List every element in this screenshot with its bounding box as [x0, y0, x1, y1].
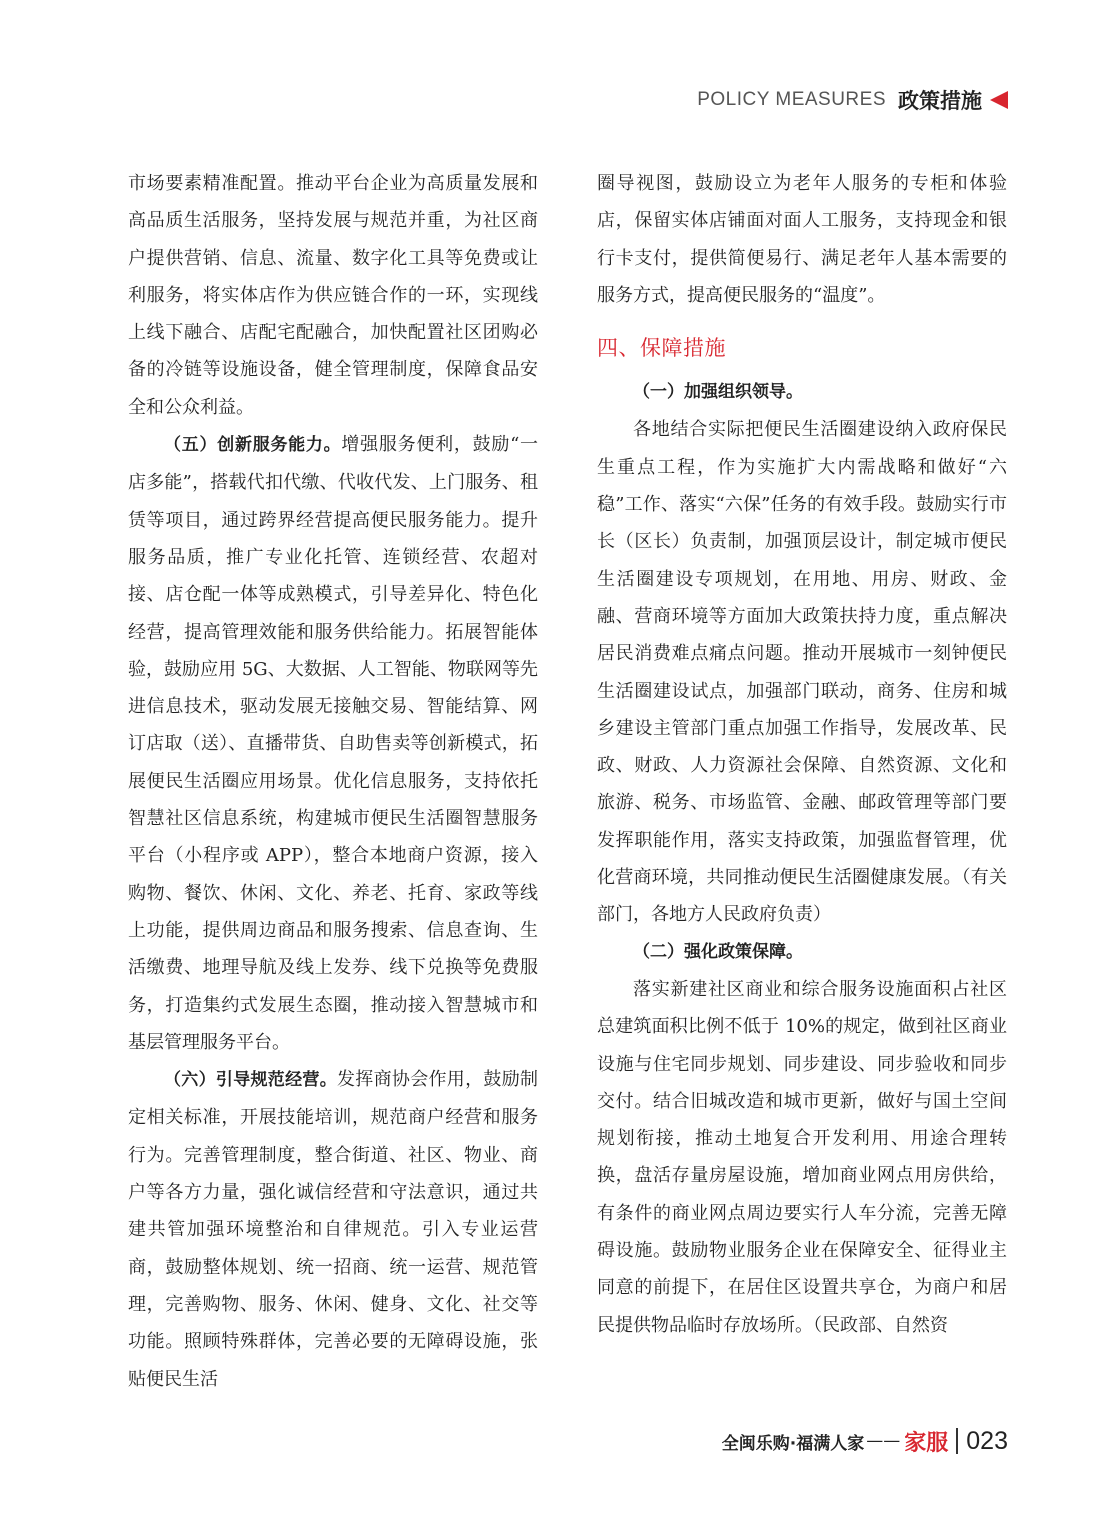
paragraph: [128, 426, 538, 1061]
paragraph: 市场要素精准配置。推动平台企业为高质量发展和高品质生活服务，坚持发展与规范并重，为社区商户提供营销、信息、流量、数字化工具等免费或让利服务，将实体店作为供应链合作的一环，实现线上线下融合、店配宅配融合，加快配置社区团购必备的冷链等设施设备，健全管理制度，保障食品安全和公众利益。: [128, 173, 538, 418]
page-footer: [722, 1424, 1008, 1458]
page-header: [697, 86, 1008, 114]
right-column: [597, 165, 1007, 1344]
section-heading: 四、保障措施: [597, 336, 726, 361]
left-triangle-icon: [990, 91, 1008, 109]
left-column: [128, 165, 538, 1398]
paragraph-lead: （六）引导规范经营。: [164, 1070, 337, 1091]
paragraph: 落实新建社区商业和综合服务设施面积占社区总建筑面积比例不低于 10%的规定，做到社区商业设施与住宅同步规划、同步建设、同步验收和同步交付。结合旧城改造和城市更新，做好与国土空间规划衔接，推动土地复合开发利用、用途合理转换，盘活存量房屋设施，增加商业网点用房供给，有条件的商业网点周边要实行人车分流，完善无障碍设施。鼓励物业服务企业在保障安全、征得业主同意的前提下，在居住区设置共享仓，为商户和居民提供物品临时存放场所。（民政部、自然资: [597, 978, 1007, 1336]
page-number: 023: [966, 1426, 1008, 1455]
header-title-cn: 政策措施: [898, 89, 982, 113]
paragraph-text: 增强服务便利，鼓励“一店多能”，搭载代扣代缴、代收代发、上门服务、租赁等项目，通过跨界经营提高便民服务能力。提升服务品质，推广专业化托管、连锁经营、农超对接、店仓配一体等成熟模式，引导差异化、特色化经营，提高管理效能和服务供给能力。拓展智能体验，鼓励应用 5G、大数据、人工智能、物联网等先进信息技术，驱动发展无接触交易、智能结算、网订店取（送）、直播带货、自助售卖等创新模式，拓展便民生活圈应用场景。优化信息服务，支持依托智慧社区信息系统，构建城市便民生活圈智慧服务平台（小程序或 APP），整合本地商户资源，接入购物、餐饮、休闲、文化、养老、托育、家政等线上功能，提供周边商品和服务搜索、信息查询、生活缴费、地理导航及线上发券、线下兑换等免费服务，打造集约式发展生态圈，推动接入智慧城市和基层管理服务平台。: [128, 434, 539, 1053]
paragraph: 各地结合实际把便民生活圈建设纳入政府保民生重点工程，作为实施扩大内需战略和做好“六稳”工作、落实“六保”任务的有效手段。鼓励实行市长（区长）负责制，加强顶层设计，制定城市便民生活圈建设专项规划，在用地、用房、财政、金融、营商环境等方面加大政策扶持力度，重点解决居民消费难点痛点问题。推动开展城市一刻钟便民生活圈建设试点，加强部门联动，商务、住房和城乡建设主管部门重点加强工作指导，发展改革、民政、财政、人力资源社会保障、自然资源、文化和旅游、税务、市场监管、金融、邮政管理等部门要发挥职能作用，落实支持政策，加强监督管理，优化营商环境，共同推动便民生活圈健康发展。（有关部门，各地方人民政府负责）: [597, 419, 1007, 926]
header-title-en: POLICY MEASURES: [697, 89, 886, 110]
paragraph: 圈导视图，鼓励设立为老年人服务的专柜和体验店，保留实体店铺面对面人工服务，支持现金和银行卡支付，提供简便易行、满足老年人基本需要的服务方式，提高便民服务的“温度”。: [597, 173, 1007, 306]
footer-brand: 家服: [904, 1430, 949, 1456]
subsection-heading: （二）强化政策保障。: [633, 941, 803, 962]
footer-slogan: 全闽乐购·福满人家: [721, 1433, 865, 1454]
paragraph-lead: （五）创新服务能力。: [164, 435, 342, 456]
paragraph: [128, 1061, 538, 1398]
footer-dash: ——: [866, 1431, 901, 1451]
subsection-heading: （一）加强组织领导。: [633, 382, 803, 403]
paragraph-text: 发挥商协会作用，鼓励制定相关标准，开展技能培训，规范商户经营和服务行为。完善管理制度，整合街道、社区、物业、商户等各方力量，强化诚信经营和守法意识，通过共建共管加强环境整治和自律规范。引入专业运营商，鼓励整体规划、统一招商、统一运营、规范管理，完善购物、服务、休闲、健身、文化、社交等功能。照顾特殊群体，完善必要的无障碍设施，张贴便民生活: [128, 1069, 538, 1390]
footer-divider: [956, 1428, 958, 1454]
